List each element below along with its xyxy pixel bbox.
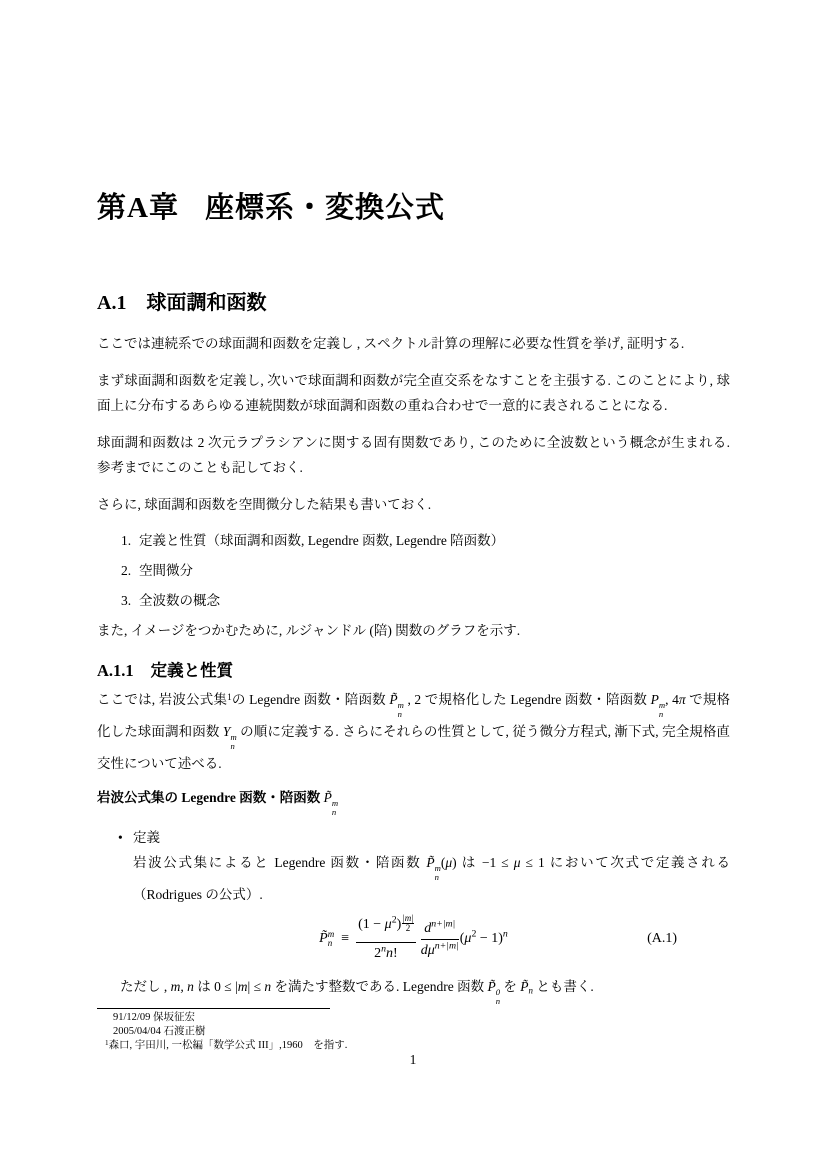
page-number: 1: [409, 1052, 417, 1067]
fraction-1-denominator: 2$^n$n!: [374, 944, 398, 962]
paragraph-orthogonality: まず球面調和函数を定義し, 次いで球面調和函数が完全直交系をなすことを主張する. このことにより, 球面上に分布するあらゆる連続関数が球面調和函数の重ね合わせで一意的に表されることになる.: [97, 373, 730, 413]
equiv-sign: ≡: [341, 931, 350, 946]
footnote-rule: [97, 1008, 330, 1009]
bullet-label: 定義: [133, 830, 160, 845]
tiny-fraction: $\frac{|m|}{2}$: [402, 912, 414, 933]
text-column: [97, 0, 730, 1053]
fraction-1-numerator: $(1 - \mu^2)$ $\frac{|m|}{2}$: [356, 916, 416, 944]
chapter-title: 座標系・変換公式: [204, 192, 445, 224]
list-item: [97, 528, 730, 553]
paragraph-graphs: また, イメージをつかむために, ルジャンドル (陪) 関数のグラフを示す.: [97, 623, 521, 638]
paragraph-condition: ただし , m, n は 0 ≤ |m| ≤ n を満たす整数である. Legendre 函数 P̃ 0 n を P̃n とも書く.: [120, 979, 594, 1006]
fraction-2-denominator: $d\mu^{n+|m|}$: [420, 940, 459, 958]
paragraph-intro: ここでは連続系での球面調和函数を定義し , スペクトル計算の理解に必要な性質を挙げ, 証明する.: [97, 336, 685, 351]
equation-number: (A.1): [647, 931, 677, 946]
footnote-reference-text: 森口, 宇田川, 一松編「数学公式 III」,1960 を指す.: [108, 1040, 348, 1051]
section-number: A.1: [97, 292, 127, 314]
equation-a1: [97, 912, 730, 962]
list-item-text: 空間微分: [139, 563, 193, 578]
equation-body: [319, 912, 508, 963]
paragraph-laplacian: 球面調和函数は 2 次元ラプラシアンに関する固有関数であり, このために全波数という概念が生まれる. 参考までにこのことも記しておく.: [97, 435, 730, 475]
list-item-number: 1.: [121, 533, 132, 548]
math-p-tilde: P̃: [319, 931, 328, 946]
footnote-author-2: 2005/04/04 石渡正樹: [113, 1026, 206, 1037]
chapter-number: 第A章: [97, 192, 179, 224]
math-supsub: m n: [327, 928, 335, 948]
topic-list: [97, 528, 730, 613]
fraction-2-numerator: $d^{n+|m|}$: [421, 920, 459, 940]
list-item-text: 定義と性質（球面調和函数, Legendre 函数, Legendre 陪函数）: [139, 533, 505, 548]
list-item-text: 全波数の概念: [139, 593, 220, 608]
subsection-title: 定義と性質: [150, 661, 234, 680]
footnote-marker: 1: [105, 1038, 109, 1047]
footnotes: [97, 1011, 730, 1053]
section-heading: [97, 290, 730, 316]
subsection-heading: [97, 660, 730, 682]
list-item-number: 2.: [121, 563, 132, 578]
bullet-text: 岩波公式集によると Legendre 函数・陪函数 P̃ m n (μ) は −1 ≤ μ ≤ 1 において次式で定義される（Rodrigues の公式）.: [133, 855, 730, 902]
subsection-number: A.1.1: [97, 661, 134, 680]
list-item-number: 3.: [121, 593, 132, 608]
footnote-author-1: 91/12/09 保坂征宏: [113, 1012, 195, 1023]
bullet-item-definition: [97, 825, 730, 907]
fraction-2: [421, 920, 459, 959]
paragraph-derivatives: さらに, 球面調和函数を空間微分した結果も書いておく.: [97, 497, 432, 512]
section-title: 球面調和函数: [146, 292, 267, 314]
runin-heading-iwanami: 岩波公式集の Legendre 函数・陪函数 P̃ m n: [97, 790, 339, 817]
equation-tail: $(\mu^2 - 1)^n$: [459, 928, 508, 946]
list-item: [97, 588, 730, 613]
chapter-heading: [97, 190, 730, 226]
paragraph-definitions: ここでは, 岩波公式集$^1$の Legendre 函数・陪函数 P̃ m n , 2 で規格化した Legendre 函数・陪函数 P m n , 4π で規格化した球面調和函数 Y m n の順に定義する. さらにそれらの性質として, 従う微分方程式, 漸下式, 完全規格直交性について述べる.: [97, 691, 731, 771]
fraction-1: [356, 912, 416, 963]
footnote-reference: [97, 1039, 730, 1053]
list-item: [97, 558, 730, 583]
bullet-icon: •: [118, 830, 123, 845]
